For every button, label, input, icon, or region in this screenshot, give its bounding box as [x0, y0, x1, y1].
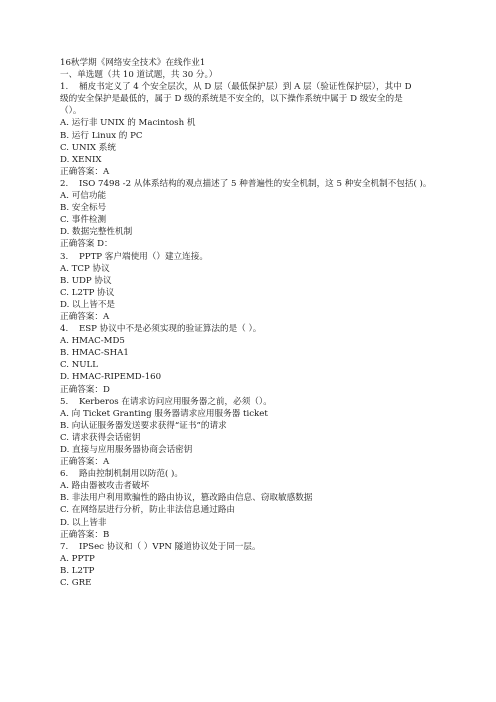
question-4-option-d: D. HMAC-RIPEMD-160: [60, 372, 162, 383]
question-1-option-d: D. XENIX: [60, 154, 102, 165]
question-4-stem: [60, 323, 432, 335]
question-1-option-b: B. 运行 Linux 的 PC: [60, 130, 143, 141]
question-4-answer: 正确答案：D: [60, 384, 110, 395]
question-number: 7.: [60, 541, 69, 552]
question-2-option-b: B. 安全标号: [60, 203, 107, 214]
question-text: Kerberos 在请求访问应用服务器之前，必须（）。: [79, 396, 272, 407]
question-2-answer: 正确答案 D：: [60, 239, 113, 250]
question-2-option-c: C. 事件检测: [60, 215, 107, 226]
question-7-option-b: B. L2TP: [60, 565, 95, 576]
question-1-answer: 正确答案：A: [60, 166, 110, 177]
question-6-stem: [60, 468, 432, 480]
question-1-stem: [60, 81, 432, 93]
question-4-option-a: A. HMAC-MD5: [60, 336, 125, 347]
question-5-option-c: C. 请求获得会话密钥: [60, 432, 141, 443]
question-number: 2.: [60, 178, 69, 189]
question-5-option-a: A. 向 Ticket Granting 服务器请求应用服务器 ticket: [60, 408, 268, 419]
question-text: 路由控制机制用以防范( )。: [79, 469, 183, 480]
question-text: IPSec 协议和（ ）VPN 隧道协议处于同一层。: [79, 541, 261, 552]
question-3-option-c: C. L2TP 协议: [60, 287, 115, 298]
question-number: 1.: [60, 82, 69, 93]
question-6-option-d: D. 以上皆非: [60, 517, 107, 528]
question-3-option-d: D. 以上皆不是: [60, 299, 116, 310]
question-7-option-c: C. GRE: [60, 578, 92, 589]
question-number: 6.: [60, 469, 69, 480]
question-7-stem: [60, 541, 432, 553]
question-text: ISO 7498 -2 从体系结构的观点描述了 5 种普遍性的安全机制，这 5 种安全机制不包括( )。: [79, 178, 432, 189]
question-1-stem-line-3: （）。: [60, 106, 82, 117]
question-6-option-b: B. 非法用户利用欺骗性的路由协议，篡改路由信息、窃取敏感数据: [60, 493, 313, 504]
question-2-stem: [60, 178, 432, 190]
question-4-option-c: C. NULL: [60, 360, 98, 371]
question-3-option-a: A. TCP 协议: [60, 263, 110, 274]
question-6-answer: 正确答案：B: [60, 529, 110, 540]
question-6-option-c: C. 在网络层进行分析，防止非法信息通过路由: [60, 505, 236, 516]
question-2-option-d: D. 数据完整性机制: [60, 227, 133, 238]
question-5-option-b: B. 向认证服务器发送要求获得“证书”的请求: [60, 420, 227, 431]
question-4-option-b: B. HMAC-SHA1: [60, 348, 129, 359]
question-5-stem: [60, 396, 432, 408]
question-1-option-a: A. 运行非 UNIX 的 Macintosh 机: [60, 118, 196, 129]
question-text: PPTP 客户端使用（）建立连接。: [79, 251, 208, 262]
question-number: 5.: [60, 396, 69, 407]
document-title: 16秋学期《网络安全技术》在线作业1: [60, 58, 206, 68]
question-3-answer: 正确答案：A: [60, 311, 110, 322]
question-5-answer: 正确答案：A: [60, 457, 110, 468]
question-6-option-a: A. 路由器被攻击者破坏: [60, 481, 150, 492]
question-7-option-a: A. PPTP: [60, 553, 95, 564]
question-text: ESP 协议中不是必须实现的验证算法的是（ ）。: [79, 324, 262, 335]
section-heading: 一、单选题（共 10 道试题，共 30 分。）: [60, 70, 218, 81]
question-text: 桶皮书定义了 4 个安全层次，从 D 层（最低保护层）到 A 层（验证性保护层），其中 D: [79, 82, 412, 93]
question-3-stem: [60, 251, 432, 263]
question-1-stem-line-2: 级的安全保护是最低的，属于 D 级的系统是不安全的，以下操作系统中属于 D 级安全的是: [60, 94, 403, 105]
question-5-option-d: D. 直接与应用服务器协商会话密钥: [60, 445, 193, 455]
document-body: [60, 57, 432, 589]
question-3-option-b: B. UDP 协议: [60, 275, 112, 286]
question-1-option-c: C. UNIX 系统: [60, 142, 116, 153]
question-number: 4.: [60, 324, 69, 335]
question-2-option-a: A. 可信功能: [60, 191, 107, 202]
question-number: 3.: [60, 251, 69, 262]
